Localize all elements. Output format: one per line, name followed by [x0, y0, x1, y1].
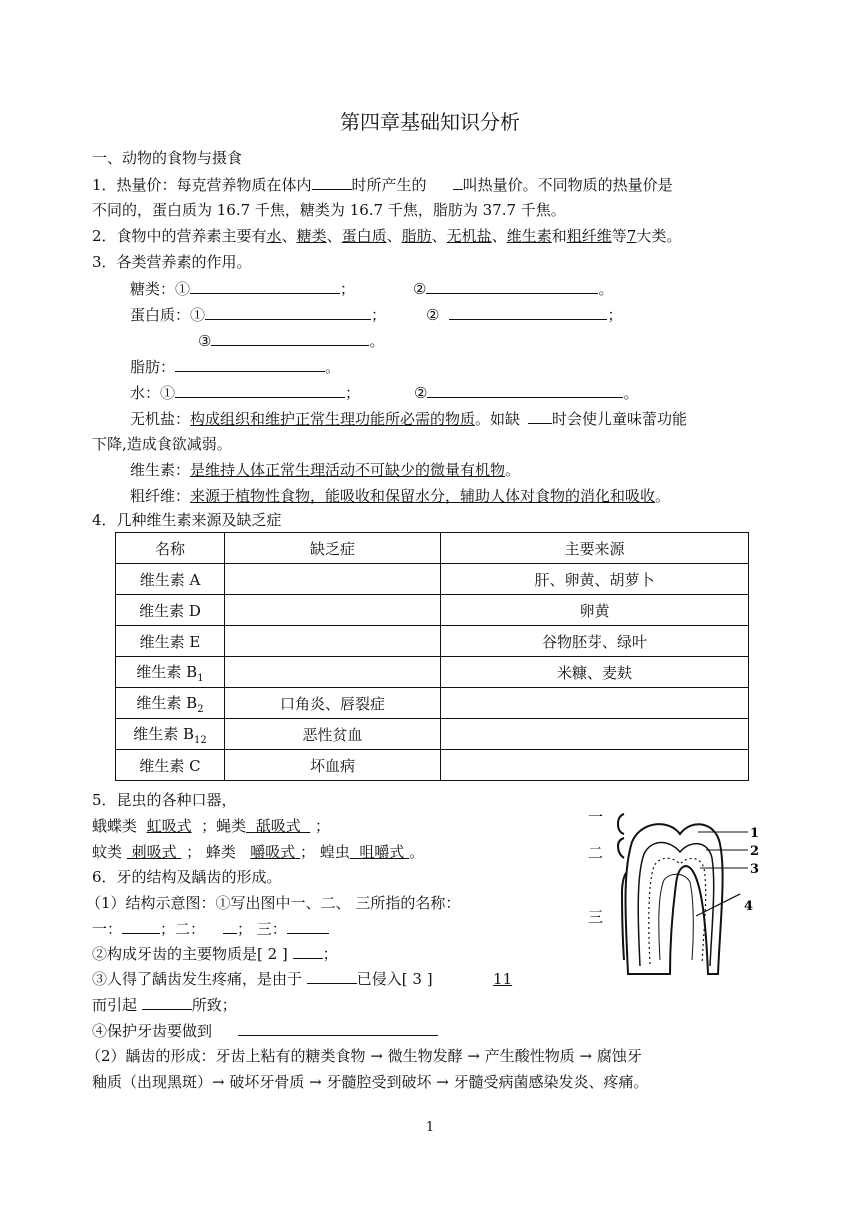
table-row — [116, 657, 749, 688]
label-two: 二 — [588, 844, 604, 862]
table-row — [116, 750, 749, 781]
text-line: 2．食物中的营养素主要有水、糖类、蛋白质、脂肪、无机盐、维生素和粗纤维等7大类。 — [92, 227, 682, 245]
text-line: 一： ；二： ； 三： — [92, 918, 329, 939]
text-line: 糖类：① ； ② 。 — [130, 280, 614, 298]
source-cell — [441, 750, 749, 781]
table-header-cell: 主要来源 — [441, 533, 749, 564]
deficiency-cell — [225, 657, 441, 688]
text-line: （1）结构示意图：①写出图中一、二、 三所指的名称： — [86, 894, 461, 912]
deficiency-cell — [225, 564, 441, 595]
vitamin-name-cell: 维生素 E — [116, 626, 225, 657]
text-line: 蛾蝶类 虹吸式 ；蝇类 舐吸式 ； — [92, 817, 331, 835]
section-heading: 6．牙的结构及龋齿的形成。 — [92, 868, 282, 886]
text-line: ③人得了龋齿发生疼痛，是由于 已侵入[ 3 ] 11 — [92, 970, 513, 988]
text-line: 4．几种维生素来源及缺乏症 — [92, 511, 282, 529]
text-line: 3．各类营养素的作用。 — [92, 253, 252, 271]
label-three: 三 — [588, 908, 604, 926]
text-line: 1．热量价：每克营养物质在体内 时所产生的 叫热量价。不同物质的热量价是 — [92, 176, 673, 194]
deficiency-cell: 口角炎、唇裂症 — [225, 688, 441, 719]
text-line: ③ 。 — [198, 332, 385, 350]
deficiency-cell: 坏血病 — [225, 750, 441, 781]
text-line: 水：① ； ② 。 — [130, 384, 639, 402]
text-line: 不同的，蛋白质为 16.7 千焦，糖类为 16.7 千焦，脂肪为 37.7 千焦。 — [92, 201, 566, 219]
deficiency-cell: 恶性贫血 — [225, 719, 441, 750]
label-1: 1 — [750, 826, 760, 841]
vitamin-name-cell: 维生素 A — [116, 564, 225, 595]
source-cell: 谷物胚芽、绿叶 — [441, 626, 749, 657]
text-line: ④保护牙齿要做到 — [92, 1020, 438, 1041]
table-row — [116, 595, 749, 626]
text-line: 蛋白质：① ； ② ； — [130, 306, 623, 324]
text-line: （2）龋齿的形成：牙齿上粘有的糖类食物 → 微生物发酵 → 产生酸性物质 → 腐蚀牙 — [86, 1047, 642, 1065]
table-header-row — [116, 533, 749, 564]
table-row — [116, 564, 749, 595]
table-header-cell: 缺乏症 — [225, 533, 441, 564]
label-4: 4 — [744, 899, 754, 914]
table-row — [116, 626, 749, 657]
text-line: 无机盐：构成组织和维护正常生理功能所必需的物质。如缺 时会使儿童味蕾功能 — [130, 410, 688, 428]
source-cell — [441, 688, 749, 719]
table-header-cell: 名称 — [116, 533, 225, 564]
text-line: 维生素：是维持人体正常生理活动不可缺少的微量有机物。 — [130, 461, 521, 479]
text-line: 脂肪： 。 — [130, 358, 341, 376]
page-title: 第四章基础知识分析 — [340, 110, 520, 134]
deficiency-cell — [225, 626, 441, 657]
page-number: 1 — [425, 1120, 435, 1135]
text-line: 粗纤维：来源于植物性食物，能吸收和保留水分，辅助人体对食物的消化和吸收。 — [130, 487, 671, 505]
text-line: ②构成牙齿的主要物质是[ 2 ] ； — [92, 945, 338, 963]
tooth-diagram — [588, 804, 768, 979]
text-line: 下降,造成食欲减弱。 — [92, 435, 232, 453]
label-2: 2 — [750, 844, 760, 859]
label-3: 3 — [750, 862, 760, 877]
source-cell — [441, 719, 749, 750]
deficiency-cell — [225, 595, 441, 626]
vitamin-name-cell: 维生素 D — [116, 595, 225, 626]
section-heading: 一、动物的食物与摄食 — [92, 149, 243, 167]
section-heading: 5．昆虫的各种口器， — [92, 791, 237, 809]
vitamin-name-cell: 维生素 $B_1$ — [116, 657, 225, 688]
vitamin-name-cell: 维生素 $B_2$ — [116, 688, 225, 719]
table-row — [116, 688, 749, 719]
text-line: 而引起 所致； — [92, 996, 237, 1014]
source-cell: 米糠、麦麸 — [441, 657, 749, 688]
vitamin-table — [115, 532, 749, 781]
source-cell: 肝、卵黄、胡萝卜 — [441, 564, 749, 595]
text-line: 釉质（出现黑斑）→ 破坏牙骨质 → 牙髓腔受到破坏 → 牙髓受病菌感染发炎、疼痛。 — [92, 1073, 649, 1091]
source-cell: 卵黄 — [441, 595, 749, 626]
label-one: 一 — [588, 808, 604, 826]
table-row — [116, 719, 749, 750]
vitamin-name-cell: 维生素 $B_{12}$ — [116, 719, 225, 750]
text-line: 蚊类 刺吸式 ； 蜂类 嚼吸式 ； 蝗虫 咀嚼式 。 — [92, 843, 425, 861]
vitamin-name-cell: 维生素 C — [116, 750, 225, 781]
